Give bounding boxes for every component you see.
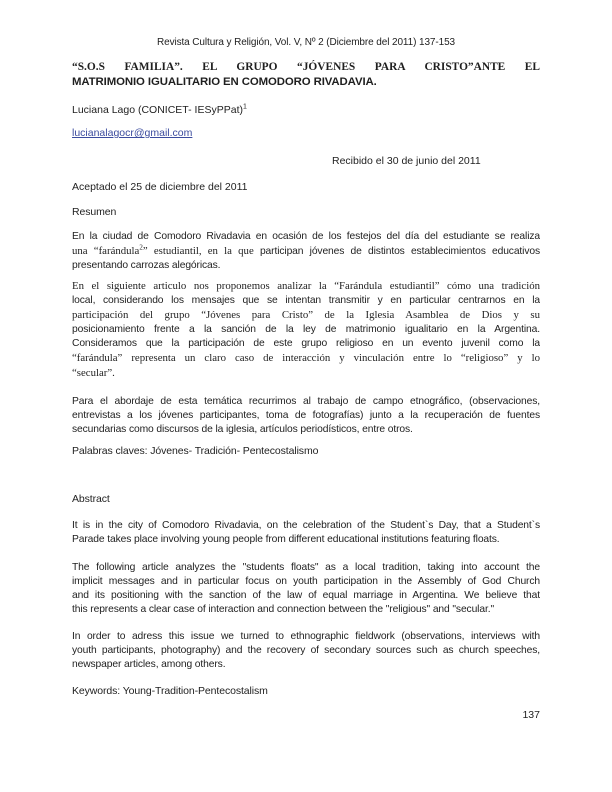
text-segment: participan jóvenes de distintos establecimientos educativos <box>259 246 540 257</box>
text-segment: participación del grupo “Jóvenes para Cristo” de la Iglesia Asamblea de Dios y su <box>72 309 540 321</box>
text-segment: implicit messages and in particular focus on youth participation in the Assembly of God Church <box>72 576 540 587</box>
text-segment: It is in the city of Comodoro Rivadavia, on the celebration of the Student`s Day, that a Student`s <box>72 520 540 531</box>
text-line <box>72 658 540 672</box>
text-line <box>72 423 540 437</box>
journal-header: Revista Cultura y Religión, Vol. V, Nº 2 (Diciembre del 2011) 137-153 <box>156 37 456 48</box>
text-segment: secundarias como discursos de la iglesia, artículos periodísticos, entre otros. <box>72 424 413 435</box>
text-line <box>72 230 540 244</box>
article-title-line2: MATRIMONIO IGUALITARIO EN COMODORO RIVADAVIA. <box>72 76 377 88</box>
text-segment: En la ciudad de Comodoro Rivadavia en ocasión de los festejos del día del estudiante se realiza <box>72 231 540 242</box>
text-segment: entrevistas a los jóvenes participantes, toma de fotografías) junto a la recuperación de fuentes <box>72 410 540 421</box>
text-line <box>72 244 540 259</box>
text-line <box>72 366 540 381</box>
abstract-heading: Abstract <box>72 493 110 505</box>
author-line <box>72 104 540 117</box>
text-segment: newspaper articles, among others. <box>72 659 226 670</box>
article-body <box>72 206 540 698</box>
received-date: Recibido el 30 de junio del 2011 <box>332 155 481 167</box>
author-name: Luciana Lago (CONICET- IESyPPat) <box>72 104 243 116</box>
text-segment: In order to adress this issue we turned to ethnographic fieldwork (observations, interviews with <box>72 631 540 642</box>
text-line <box>72 603 540 617</box>
article-title-line1: “S.O.S FAMILIA”. EL GRUPO “JÓVENES PARA CRISTO”ANTE EL <box>72 61 540 73</box>
abstract-p2 <box>72 561 540 617</box>
page-number: 137 <box>522 709 540 721</box>
text-line <box>72 589 540 603</box>
text-segment: Consideramos que la participación de este grupo religioso en un evento juvenil como la <box>72 338 540 349</box>
text-segment: and its positioning with the sanction of the law of equal marriage in Argentina. We believe that <box>72 590 540 601</box>
text-segment: 2 <box>139 244 143 252</box>
text-line <box>72 279 540 294</box>
text-line <box>72 409 540 423</box>
text-line <box>72 323 540 337</box>
text-line <box>72 561 540 575</box>
text-segment: Para el abordaje de esta temática recurrimos al trabajo de campo etnográfico, (observaciones, <box>72 396 540 407</box>
keywords: Keywords: Young-Tradition-Pentecostalism <box>72 685 268 697</box>
text-line <box>72 630 540 644</box>
resumen-p1 <box>72 230 540 273</box>
author-email-link[interactable]: lucianalagocr@gmail.com <box>72 127 193 139</box>
text-segment: The following article analyzes the "students floats" as a local tradition, taking into account the <box>72 562 540 573</box>
resumen-p2 <box>72 279 540 381</box>
resumen-p3 <box>72 395 540 437</box>
email-line <box>72 127 540 140</box>
text-line <box>72 308 540 323</box>
text-line <box>72 575 540 589</box>
author-footnote-mark: 1 <box>243 103 247 111</box>
text-line <box>72 351 540 366</box>
text-segment: En el siguiente articulo nos proponemos analizar la “Farándula estudiantil” cómo una tradición <box>72 280 540 292</box>
text-segment: “secular”. <box>72 367 115 379</box>
text-segment: presentando carrozas alegóricas. <box>72 260 221 271</box>
text-segment: local, considerando los mensajes que se intentan transmitir y en particular centrarnos en la <box>72 295 540 306</box>
text-line <box>72 337 540 351</box>
text-line <box>72 519 540 533</box>
article-title <box>72 60 540 90</box>
abstract-p3 <box>72 630 540 672</box>
text-segment: youth participants, photography) and the recovery of secondary sources such as church speeches, <box>72 645 540 656</box>
text-line <box>72 395 540 409</box>
text-line <box>72 644 540 658</box>
text-segment: Parade takes place involving young people from different educational institutions featuring floats. <box>72 534 500 545</box>
text-line <box>72 294 540 308</box>
palabras-claves: Palabras claves: Jóvenes- Tradición- Pentecostalismo <box>72 445 319 457</box>
text-line <box>72 259 540 273</box>
text-line <box>72 533 540 547</box>
accepted-date: Aceptado el 25 de diciembre del 2011 <box>72 181 248 193</box>
text-segment: posicionamiento frente a la sanción de la ley de matrimonio igualitario en la Argentina. <box>72 324 540 335</box>
abstract-p1 <box>72 519 540 547</box>
text-segment: this represents a clear case of interaction and connection between the "religious" and "secular." <box>72 604 494 615</box>
text-segment: “farándula” representa un claro caso de interacción y vinculación entre lo “religioso” y lo <box>72 352 540 364</box>
text-segment: ” estudiantil, en la que <box>142 245 260 257</box>
text-segment: una “farándula <box>72 245 140 257</box>
resumen-heading: Resumen <box>72 206 117 218</box>
